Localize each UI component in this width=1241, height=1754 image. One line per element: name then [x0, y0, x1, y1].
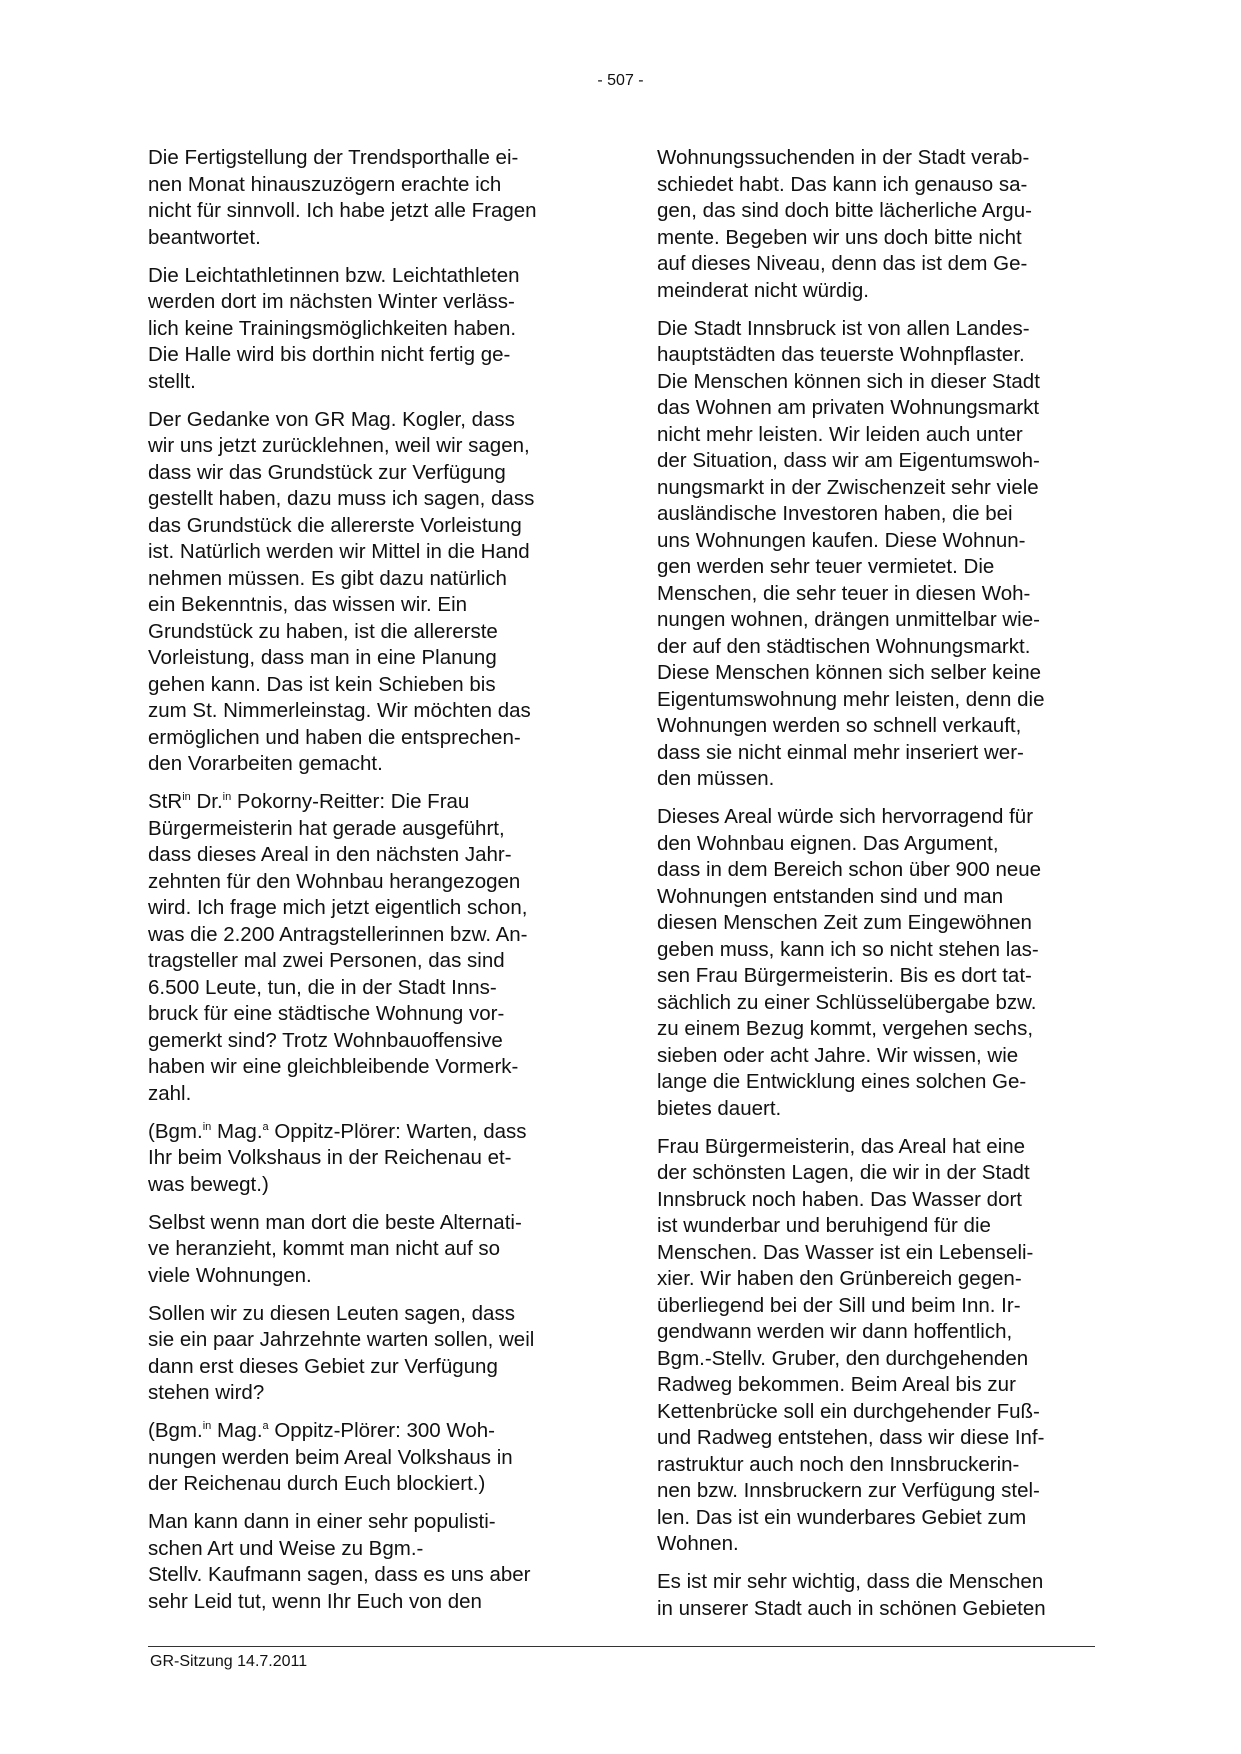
text-line: der Reichenau durch Euch blockiert.)	[148, 1472, 486, 1495]
text-line: len. Das ist ein wunderbares Gebiet zum	[657, 1505, 1027, 1529]
text-line: der auf den städtischen Wohnungsmarkt.	[657, 634, 1031, 658]
paragraph	[148, 789, 588, 1107]
paragraph	[148, 1301, 588, 1407]
text-line: nehmen müssen. Es gibt dazu natürlich	[148, 566, 507, 590]
left-text-column	[148, 145, 588, 1627]
text-line: dass wir das Grundstück zur Verfügung	[148, 460, 506, 484]
text-line: Wohnen.	[657, 1532, 739, 1555]
paragraph	[657, 316, 1097, 793]
text-line: xier. Wir haben den Grünbereich gegen-	[657, 1267, 1022, 1290]
text-line: tragsteller mal zwei Personen, das sind	[148, 949, 505, 972]
paragraph	[148, 1210, 588, 1290]
text-line: sen Frau Bürgermeisterin. Bis es dort tat-	[657, 964, 1032, 987]
paragraph	[148, 263, 588, 396]
text-line: Die Fertigstellung der Trendsporthalle ei-	[148, 146, 519, 169]
text-line: (Bgm.$^{in}$ Mag.$^a$ Oppitz-Plörer: 300 Woh-	[148, 1419, 496, 1442]
text-line: wird. Ich frage mich jetzt eigentlich schon,	[148, 896, 528, 919]
text-line: gemerkt sind? Trotz Wohnbauoffensive	[148, 1028, 503, 1052]
text-line: Die Stadt Innsbruck ist von allen Landes-	[657, 316, 1030, 340]
text-line: bruck für eine städtische Wohnung vor-	[148, 1002, 505, 1025]
text-line: sieben oder acht Jahre. Wir wissen, wie	[657, 1043, 1019, 1067]
text-line: Bürgermeisterin hat gerade ausgeführt,	[148, 816, 505, 840]
text-line: mente. Begeben wir uns doch bitte nicht	[657, 225, 1022, 249]
paragraph	[657, 1134, 1097, 1558]
text-line: nungen wohnen, drängen unmittelbar wie-	[657, 608, 1040, 631]
text-line: Der Gedanke von GR Mag. Kogler, dass	[148, 407, 515, 431]
text-line: Wohnungssuchenden in der Stadt verab-	[657, 146, 1030, 169]
text-line: den Wohnbau eignen. Das Argument,	[657, 831, 999, 855]
text-line: auf dieses Niveau, denn das ist dem Ge-	[657, 252, 1028, 275]
text-line: ausländische Investoren haben, die bei	[657, 502, 1013, 525]
text-line: nungen werden beim Areal Volkshaus in	[148, 1445, 513, 1469]
text-line: Frau Bürgermeisterin, das Areal hat eine	[657, 1134, 1026, 1158]
text-line: stellt.	[148, 369, 196, 393]
text-line: nicht für sinnvoll. Ich habe jetzt alle Fragen	[148, 199, 537, 222]
paragraph	[657, 804, 1097, 1122]
text-line: gehen kann. Das ist kein Schieben bis	[148, 672, 496, 696]
text-line: Die Halle wird bis dorthin nicht fertig ge-	[148, 343, 511, 366]
text-line: Ihr beim Volkshaus in der Reichenau et-	[148, 1146, 512, 1169]
text-line: ist. Natürlich werden wir Mittel in die Hand	[148, 540, 530, 563]
text-line: Wohnungen entstanden sind und man	[657, 884, 1004, 908]
text-line: ermöglichen und haben die entsprechen-	[148, 725, 521, 749]
text-line: sächlich zu einer Schlüsselübergabe bzw.	[657, 990, 1037, 1014]
text-line: das Grundstück die allererste Vorleistung	[148, 513, 522, 537]
text-line: Man kann dann in einer sehr populisti-	[148, 1510, 496, 1533]
paragraph	[148, 407, 588, 778]
text-line: diesen Menschen Zeit zum Eingewöhnen	[657, 911, 1032, 934]
text-line: haben wir eine gleichbleibende Vormerk-	[148, 1055, 519, 1078]
text-line: beantwortet.	[148, 225, 261, 249]
text-line: den Vorarbeiten gemacht.	[148, 752, 383, 775]
text-line: Radweg bekommen. Beim Areal bis zur	[657, 1373, 1016, 1396]
text-line: Innsbruck noch haben. Das Wasser dort	[657, 1187, 1023, 1211]
text-line: was bewegt.)	[148, 1172, 269, 1196]
text-line: Grundstück zu haben, ist die allererste	[148, 619, 498, 643]
text-line: Dieses Areal würde sich hervorragend für	[657, 805, 1034, 828]
text-line: rastruktur auch noch den Innsbruckerin-	[657, 1452, 1020, 1476]
text-line: Sollen wir zu diesen Leuten sagen, dass	[148, 1301, 515, 1325]
text-line: Diese Menschen können sich selber keine	[657, 661, 1042, 684]
paragraph	[657, 145, 1097, 304]
text-line: meinderat nicht würdig.	[657, 278, 869, 302]
text-line: ve heranzieht, kommt man nicht auf so	[148, 1237, 501, 1260]
text-line: schen Art und Weise zu Bgm.-	[148, 1536, 424, 1560]
text-line: sehr Leid tut, wenn Ihr Euch von den	[148, 1589, 482, 1613]
text-line: dann erst dieses Gebiet zur Verfügung	[148, 1354, 498, 1378]
text-line: Menschen, die sehr teuer in diesen Woh-	[657, 581, 1031, 605]
text-line: schiedet habt. Das kann ich genauso sa-	[657, 172, 1028, 196]
text-line: gendwann werden wir dann hoffentlich,	[657, 1320, 1013, 1343]
text-line: gen werden sehr teuer vermietet. Die	[657, 555, 995, 578]
text-line: Die Menschen können sich in dieser Stadt	[657, 369, 1040, 393]
text-line: was die 2.200 Antragstellerinnen bzw. An-	[148, 922, 528, 946]
text-line: Menschen. Das Wasser ist ein Lebenseli-	[657, 1240, 1034, 1264]
text-line: gen, das sind doch bitte lächerliche Argu-	[657, 199, 1032, 222]
text-line: bietes dauert.	[657, 1096, 782, 1120]
paragraph	[148, 1509, 588, 1615]
text-line: überliegend bei der Sill und beim Inn. Ir-	[657, 1293, 1021, 1317]
text-line: Kettenbrücke soll ein durchgehender Fuß-	[657, 1399, 1040, 1423]
text-line: stehen wird?	[148, 1381, 265, 1404]
footer-session-date: GR-Sitzung 14.7.2011	[150, 1653, 308, 1670]
text-line: lange die Entwicklung eines solchen Ge-	[657, 1070, 1027, 1093]
text-line: Es ist mir sehr wichtig, dass die Menschen	[657, 1570, 1044, 1593]
text-line: zu einem Bezug kommt, vergehen sechs,	[657, 1017, 1034, 1040]
text-line: uns Wohnungen kaufen. Diese Wohnun-	[657, 528, 1026, 552]
text-line: wir uns jetzt zurücklehnen, weil wir sagen,	[148, 434, 530, 457]
text-line: dass dieses Areal in den nächsten Jahr-	[148, 843, 512, 866]
text-line: Selbst wenn man dort die beste Alternati-	[148, 1210, 522, 1234]
text-line: 6.500 Leute, tun, die in der Stadt Inns-	[148, 975, 497, 999]
text-line: zum St. Nimmerleinstag. Wir möchten das	[148, 699, 531, 722]
text-line: ist wunderbar und beruhigend für die	[657, 1214, 991, 1237]
text-line: hauptstädten das teuerste Wohnpflaster.	[657, 343, 1025, 366]
text-line: gestellt haben, dazu muss ich sagen, dass	[148, 487, 535, 510]
text-line: nungsmarkt in der Zwischenzeit sehr viele	[657, 475, 1039, 499]
text-line: StR$^{in}$ Dr.$^{in}$ Pokorny-Reitter: Die Frau	[148, 790, 470, 813]
text-line: zahl.	[148, 1081, 192, 1105]
text-line: Die Leichtathletinnen bzw. Leichtathleten	[148, 263, 520, 287]
text-line: der schönsten Lagen, die wir in der Stadt	[657, 1161, 1030, 1184]
right-text-column	[657, 145, 1097, 1634]
paragraph	[148, 1119, 588, 1199]
text-line: nen bzw. Innsbruckern zur Verfügung stel-	[657, 1479, 1040, 1502]
text-line: nen Monat hinauszuzögern erachte ich	[148, 172, 502, 196]
paragraph	[148, 1418, 588, 1498]
text-line: geben muss, kann ich so nicht stehen las-	[657, 937, 1039, 961]
text-line: in unserer Stadt auch in schönen Gebieten	[657, 1596, 1046, 1620]
text-line: nicht mehr leisten. Wir leiden auch unter	[657, 422, 1023, 446]
text-line: der Situation, dass wir am Eigentumswoh-	[657, 449, 1040, 472]
footer-divider	[148, 1646, 1095, 1647]
text-line: Stellv. Kaufmann sagen, dass es uns aber	[148, 1563, 531, 1586]
text-line: viele Wohnungen.	[148, 1263, 312, 1287]
page-number: - 507 -	[597, 72, 644, 89]
text-line: sie ein paar Jahrzehnte warten sollen, weil	[148, 1328, 535, 1351]
text-line: Wohnungen werden so schnell verkauft,	[657, 714, 1022, 737]
text-line: ein Bekenntnis, das wissen wir. Ein	[148, 593, 468, 616]
text-line: dass in dem Bereich schon über 900 neue	[657, 858, 1042, 881]
text-line: den müssen.	[657, 767, 775, 790]
text-line: Vorleistung, dass man in eine Planung	[148, 646, 497, 669]
text-line: dass sie nicht einmal mehr inseriert wer-	[657, 740, 1024, 764]
text-line: lich keine Trainingsmöglichkeiten haben.	[148, 316, 517, 340]
text-line: Eigentumswohnung mehr leisten, denn die	[657, 687, 1045, 711]
text-line: das Wohnen am privaten Wohnungsmarkt	[657, 396, 1040, 419]
text-line: (Bgm.$^{in}$ Mag.$^a$ Oppitz-Plörer: Warten, dass	[148, 1119, 527, 1143]
paragraph	[657, 1569, 1097, 1622]
text-line: zehnten für den Wohnbau herangezogen	[148, 869, 521, 893]
text-line: werden dort im nächsten Winter verläss-	[148, 290, 515, 313]
text-line: Bgm.-Stellv. Gruber, den durchgehenden	[657, 1346, 1029, 1370]
paragraph	[148, 145, 588, 251]
text-line: und Radweg entstehen, dass wir diese Inf-	[657, 1426, 1045, 1449]
